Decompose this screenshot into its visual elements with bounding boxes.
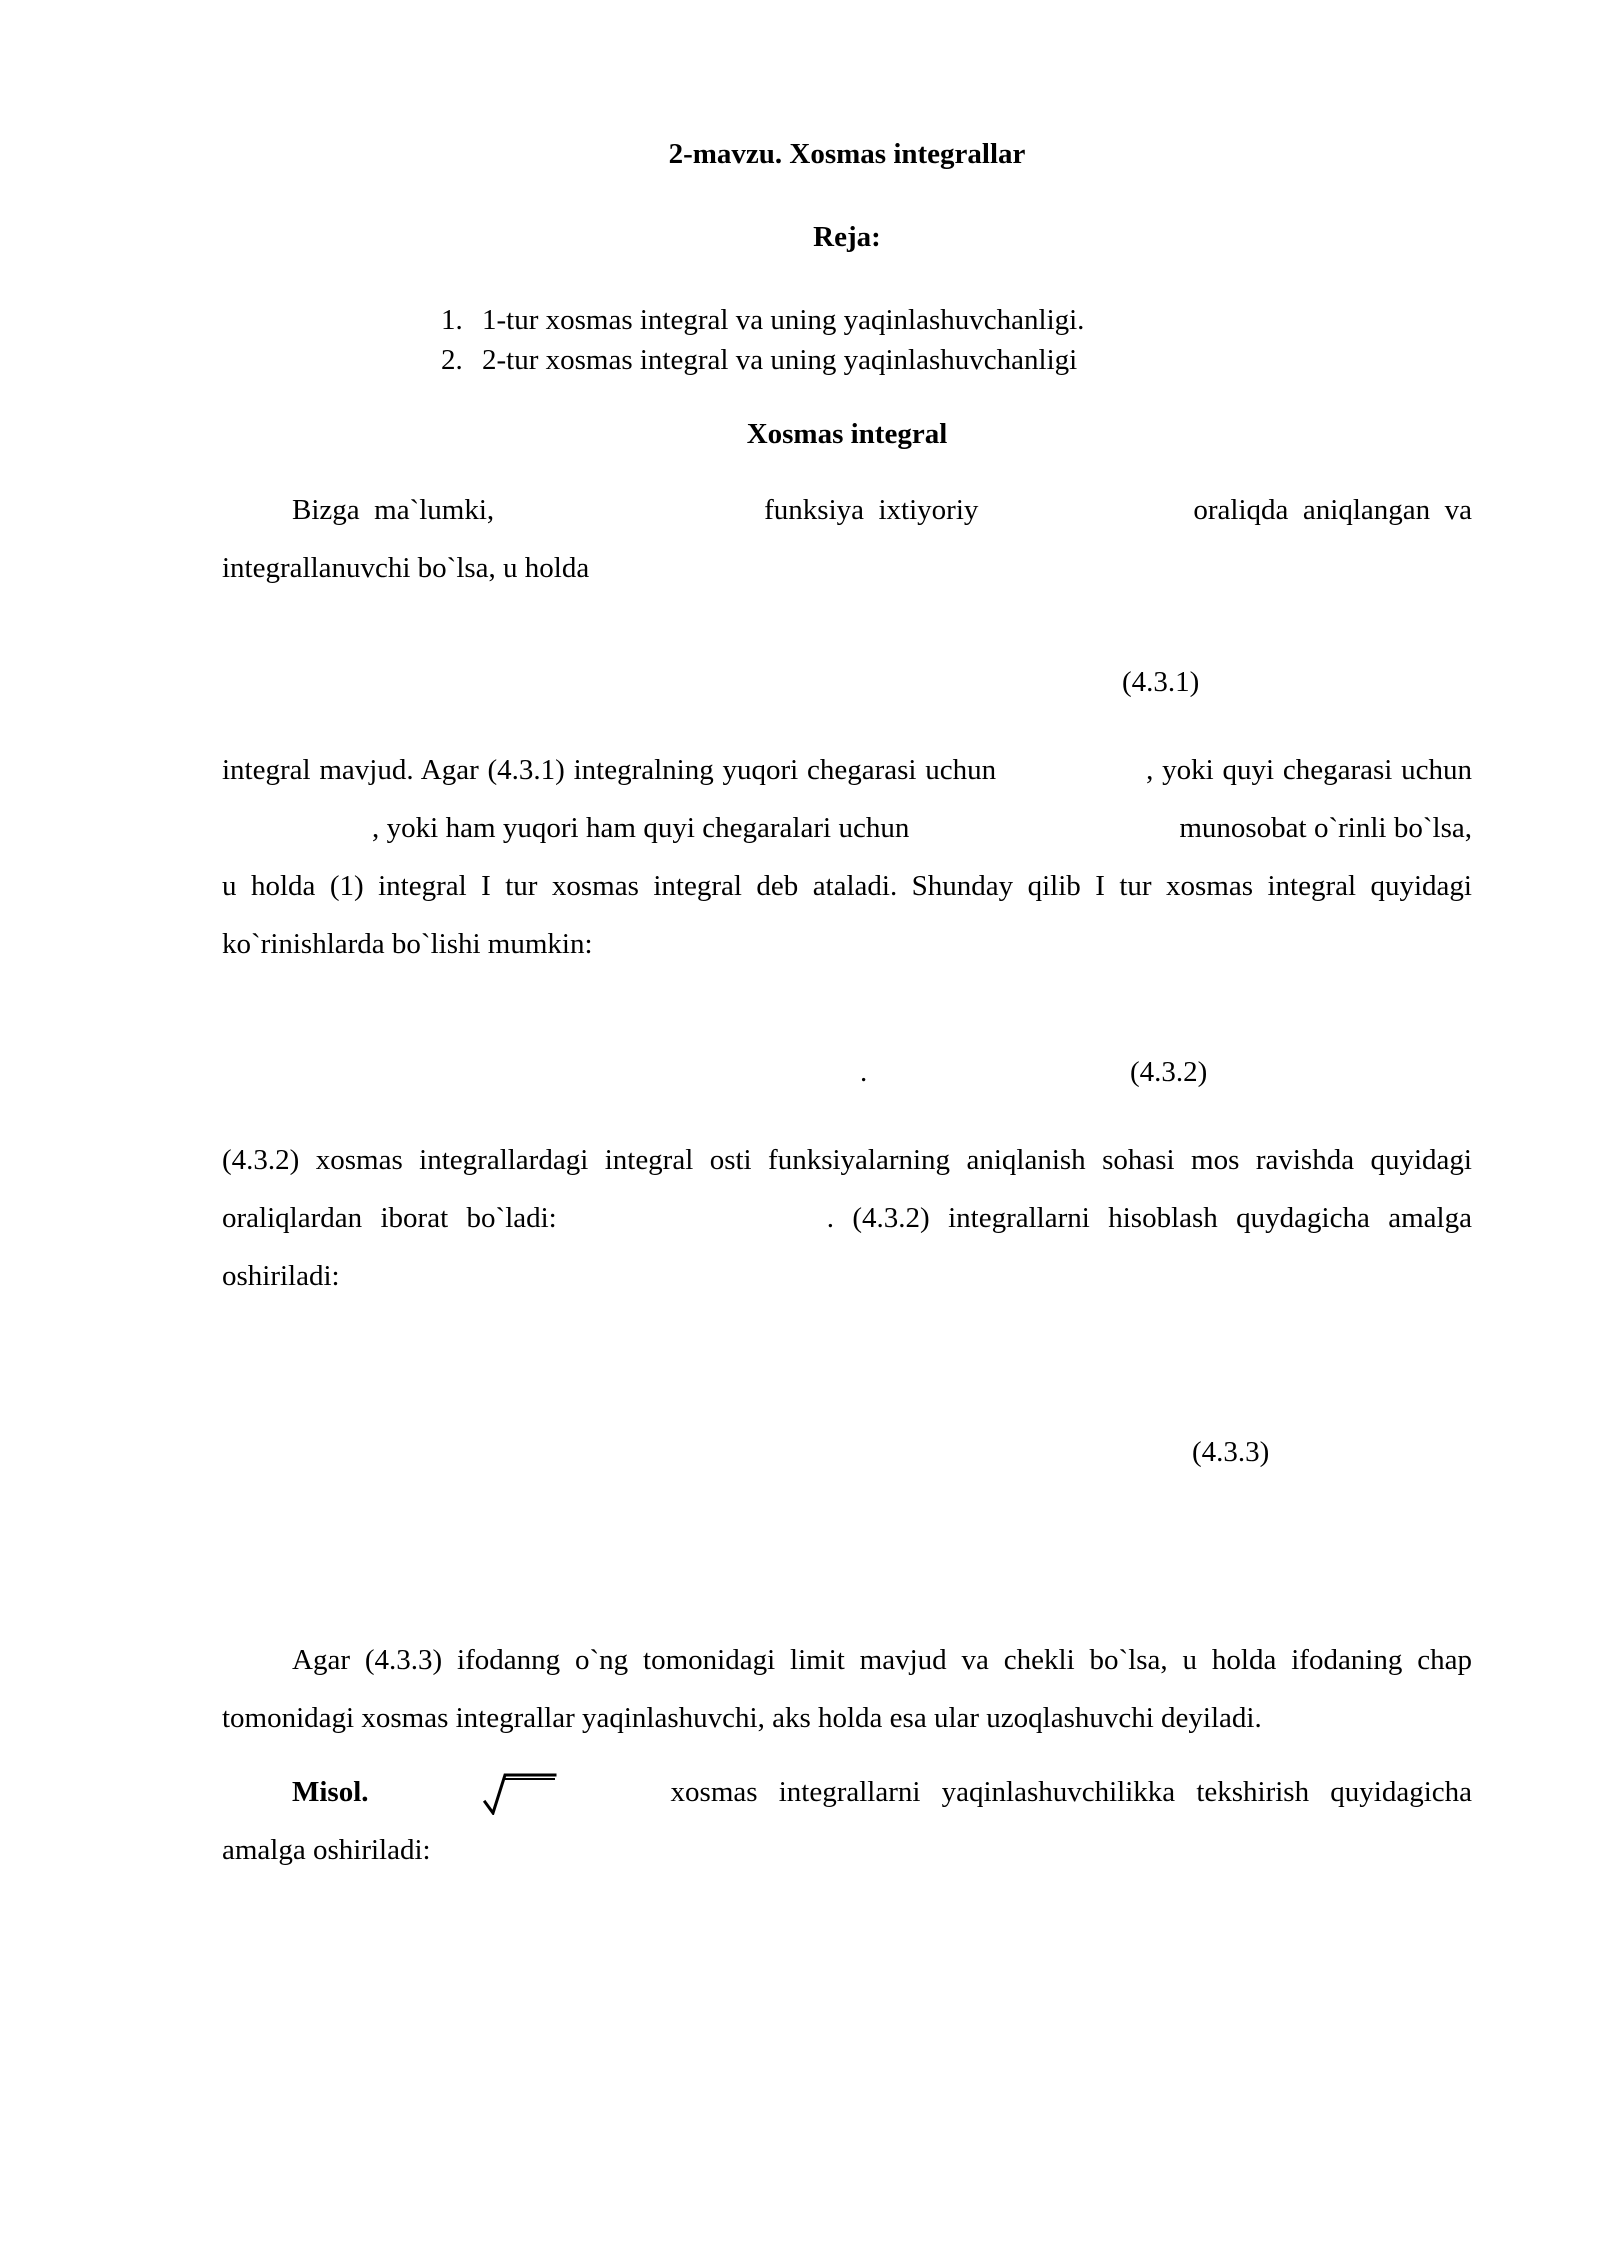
equation-block-spacer	[222, 1305, 1472, 1423]
paragraph-part-a: integral mavjud. Agar (4.3.1) integralning yuqori chegarasi uchun	[222, 754, 997, 787]
paragraph-intro-part-a: Bizga ma`lumki,	[292, 494, 495, 527]
square-root-icon	[483, 1769, 557, 1815]
equation-line-432	[222, 1043, 1472, 1101]
equation-block-spacer	[222, 1481, 1472, 1631]
paragraph-spacer	[222, 1747, 1472, 1763]
equation-block-spacer	[222, 597, 1472, 653]
paragraph-part-c: , yoki ham yuqori ham quyi chegaralari uchun	[372, 812, 910, 845]
page-content	[222, 140, 1472, 1879]
equation-block-spacer	[222, 973, 1472, 1043]
page-title: 2-mavzu. Xosmas integrallar	[668, 138, 1026, 170]
paragraph-limit-condition: Agar (4.3.3) ifodanng o`ng tomonidagi limit mavjud va chekli bo`lsa, u holda ifodaning chap tomonidagi xosmas integrallar yaqinlashuvchi, aks holda esa ular uzoqlashuvchi deyiladi.	[222, 1644, 1472, 1735]
paragraph-432-part-b: . (4.3.2) integrallarni hisoblash quydagicha amalga oshiriladi:	[222, 1202, 1472, 1293]
section-heading-xosmas-integral: Xosmas integral	[746, 418, 948, 451]
equation-number-433: (4.3.3)	[1192, 1436, 1270, 1469]
equation-block-spacer	[222, 711, 1472, 741]
paragraph-misol	[222, 1763, 1472, 1879]
equation-block-spacer	[222, 1101, 1472, 1131]
reja-heading: Reja:	[813, 221, 881, 253]
paragraph-part-d: munosobat o`rinli bo`lsa, u holda (1) integral I tur xosmas integral deb ataladi. Shunday qilib I tur xosmas integral quyidagi ko`rinishlarda bo`lishi mumkin:	[222, 812, 1472, 961]
equation-number-431: (4.3.1)	[1122, 666, 1200, 699]
list-item: 2. 2-tur xosmas integral va uning yaqinlashuvchanligi	[470, 340, 1472, 380]
paragraph-part-b: , yoki quyi chegarasi uchun	[1146, 754, 1472, 787]
paragraph-intro-part-c: oraliqda aniqlangan va integrallanuvchi bo`lsa, u holda	[222, 494, 1472, 585]
paragraph-432-domains	[222, 1131, 1472, 1305]
equation-number-432: (4.3.2)	[1130, 1056, 1208, 1089]
reja-list	[222, 300, 1472, 380]
equation-line-431	[222, 653, 1472, 711]
misol-label: Misol.	[292, 1776, 369, 1809]
equation-line-433	[222, 1423, 1472, 1481]
list-item: 1. 1-tur xosmas integral va uning yaqinlashuvchanligi.	[470, 300, 1472, 340]
paragraph-432-part-a: (4.3.2) xosmas integrallardagi integral osti funksiyalarning aniqlanish sohasi mos ravishda quyidagi oraliqlardan iborat bo`ladi:	[222, 1144, 1472, 1235]
paragraph-intro	[222, 481, 1472, 597]
paragraph-tur-xosmas	[222, 741, 1472, 973]
paragraph-intro-part-b: funksiya ixtiyoriy	[764, 494, 979, 527]
misol-text: xosmas integrallarni yaqinlashuvchilikka tekshirish quyidagicha amalga oshiriladi:	[222, 1776, 1472, 1867]
equation-period-432: .	[860, 1056, 868, 1089]
